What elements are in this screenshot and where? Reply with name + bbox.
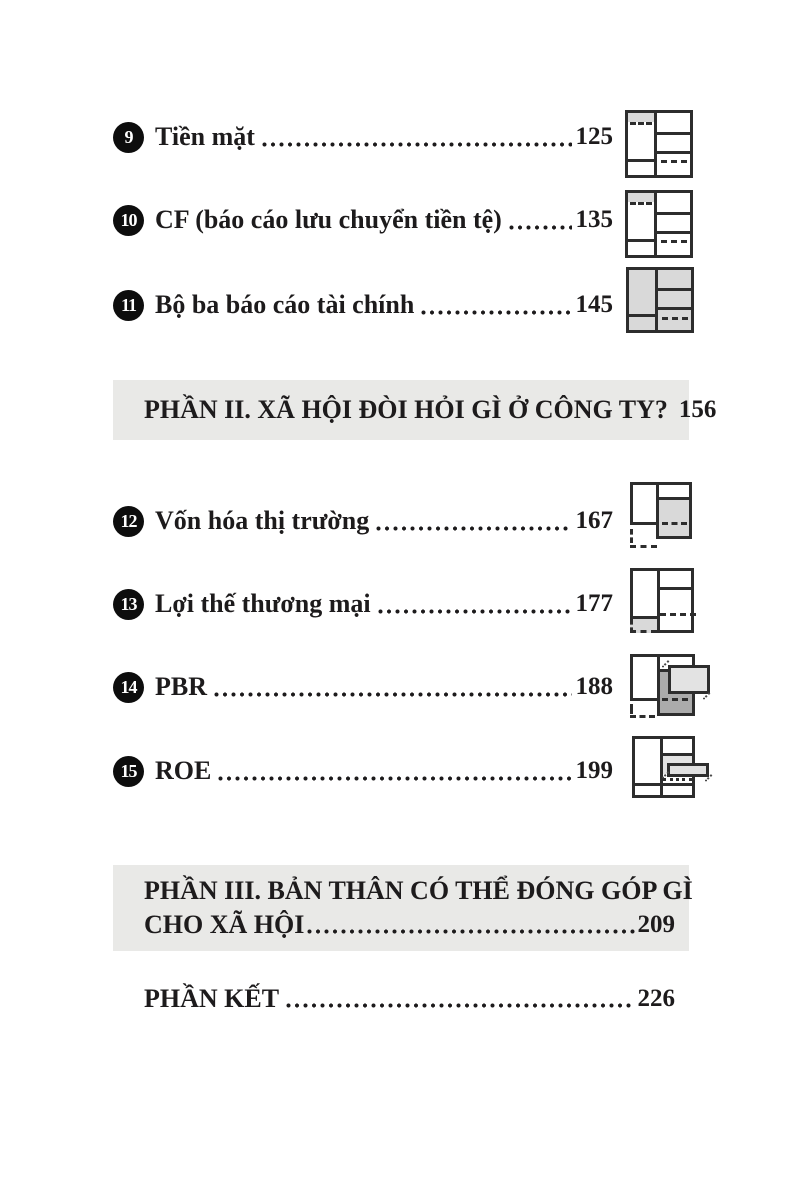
chapter-number: 13 [120,593,137,614]
section-3-title-line1-row [144,874,693,908]
toc-item-label: Tiền mặt [155,122,255,151]
section-3-header [113,865,693,951]
dot-leader [378,609,572,614]
balance-sheet-market-cap-diagram [630,482,692,548]
chapter-number-badge [113,205,144,236]
toc-page-number: 199 [575,757,613,784]
chapter-number-badge [113,756,144,787]
balance-sheet-cash-diagram [625,110,693,178]
toc-item-9 [113,119,613,155]
toc-item-label: PBR [155,672,207,701]
toc-item-12 [113,503,613,539]
chapter-number: 12 [120,510,137,531]
toc-item-label: Bộ ba báo cáo tài chính [155,290,415,319]
section-2-page-number: 156 [678,396,717,423]
section-2-title: PHẦN II. XÃ HỘI ĐÒI HỎI GÌ Ở CÔNG TY? [144,395,668,424]
toc-page-number: 167 [575,507,613,534]
toc-item-14 [113,669,613,705]
chapter-number: 15 [120,760,137,781]
chapter-number: 11 [120,294,136,315]
balance-sheet-roe-diagram [632,736,714,798]
balance-sheet-goodwill-diagram [630,568,696,633]
dot-leader [214,692,572,697]
chapter-number-badge [113,290,144,321]
balance-sheet-cashflow-diagram [625,190,693,258]
chapter-number: 9 [124,126,133,147]
toc-item-label: Vốn hóa thị trường [155,506,370,535]
section-2-header [113,380,717,440]
toc-item-10 [113,202,613,238]
chapter-number-badge [113,589,144,620]
toc-page-number: 177 [575,590,613,617]
chapter-number: 10 [120,209,137,230]
dot-leader [509,225,572,230]
toc-page-number: 188 [575,673,613,700]
dot-leader [218,776,571,781]
toc-item-13 [113,586,613,622]
toc-item-label: ROE [155,756,212,785]
section-3-page-number: 209 [637,911,675,938]
toc-item-15 [113,753,613,789]
balance-sheet-three-statements-diagram [626,267,694,333]
dot-leader [307,929,635,934]
toc-item-label: Lợi thế thương mại [155,589,371,618]
dot-leader [286,1003,633,1008]
chapter-number-badge [113,506,144,537]
dot-leader [262,142,572,147]
toc-item-label: CF (báo cáo lưu chuyển tiền tệ) [155,205,502,234]
dot-leader [421,310,571,315]
toc-page-number: 135 [575,206,613,233]
section-3-title-line2-row [144,908,675,942]
toc-page-number: 125 [575,123,613,150]
ending-section-row [144,981,675,1017]
section-3-title-line2: CHO XÃ HỘI [144,910,305,939]
ending-section-page-number: 226 [637,985,675,1012]
dot-leader [376,526,571,531]
toc-item-11 [113,287,613,323]
toc-page-number: 145 [575,291,613,318]
chapter-number-badge [113,672,144,703]
section-3-title-line1: PHẦN III. BẢN THÂN CÓ THỂ ĐÓNG GÓP GÌ [144,876,693,905]
balance-sheet-pbr-diagram [630,654,710,718]
chapter-number: 14 [120,676,137,697]
chapter-number-badge [113,122,144,153]
ending-section-title: PHẦN KẾT [144,984,280,1013]
